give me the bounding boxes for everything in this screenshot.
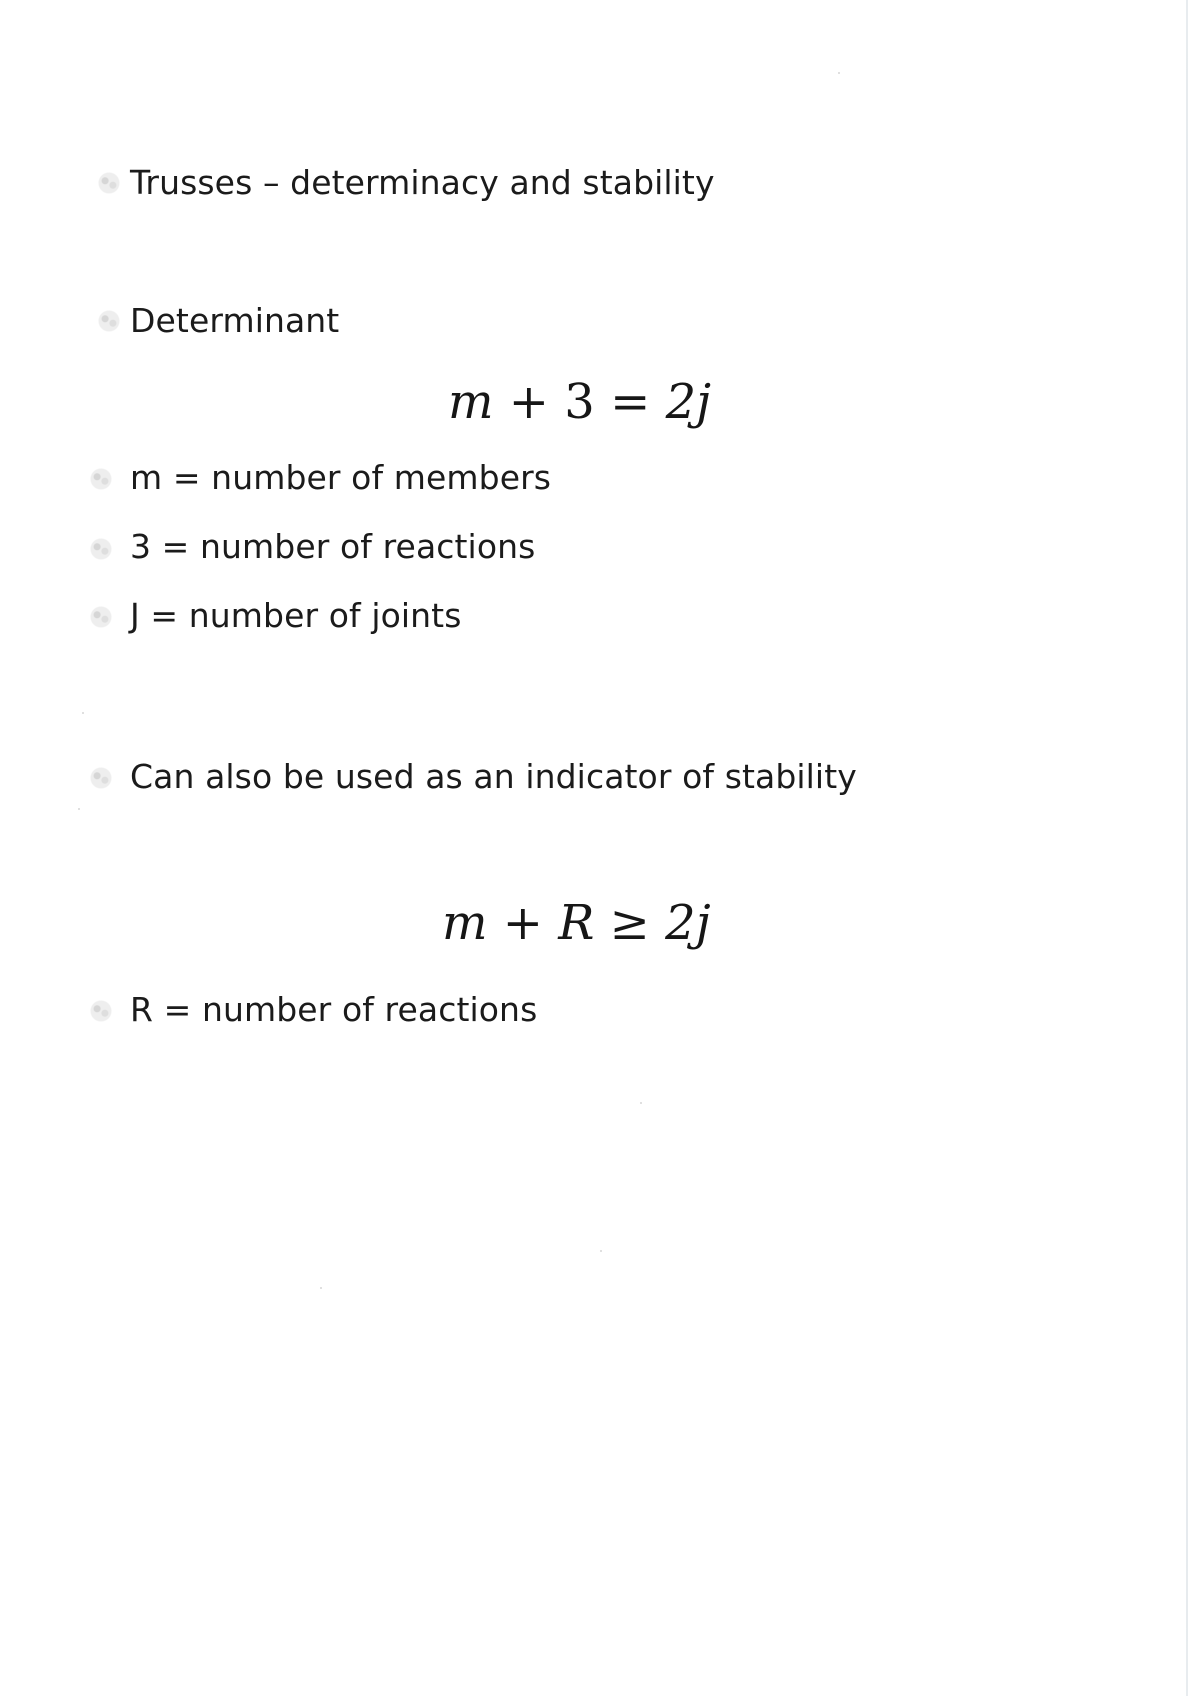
eq1-three: 3: [564, 374, 595, 430]
equation-determinant: [448, 374, 711, 430]
eq2-r: R: [558, 895, 595, 951]
definition-item: m = number of members: [130, 458, 552, 497]
bullet-icon: [88, 767, 114, 789]
bullet-icon: [88, 1000, 114, 1022]
scan-speck: [640, 1102, 642, 1104]
scan-speck: [78, 808, 80, 810]
eq1-m: m: [448, 374, 494, 430]
page-edge-shadow: [1186, 0, 1188, 1696]
eq1-equals: =: [610, 374, 651, 430]
definition-item: 3 = number of reactions: [130, 527, 536, 566]
bullet-icon: [88, 538, 114, 560]
stability-note: Can also be used as an indicator of stability: [130, 757, 857, 796]
scan-speck: [600, 1250, 602, 1252]
bullet-icon: [88, 606, 114, 628]
eq2-rhs: 2j: [665, 895, 711, 951]
eq2-geq: ≥: [609, 895, 650, 951]
page-heading: Trusses – determinacy and stability: [130, 163, 715, 202]
eq2-m: m: [442, 895, 488, 951]
bullet-icon: [96, 310, 122, 332]
bullet-icon: [96, 172, 122, 194]
scan-speck: [838, 72, 840, 74]
equation-stability: [442, 895, 711, 951]
definition-item: J = number of joints: [130, 596, 462, 635]
eq1-rhs: 2j: [665, 374, 711, 430]
section-determinant: Determinant: [130, 301, 340, 340]
eq2-plus: +: [502, 895, 543, 951]
bullet-icon: [88, 468, 114, 490]
definition-r: R = number of reactions: [130, 990, 538, 1029]
scan-speck: [82, 712, 84, 714]
eq1-plus: +: [508, 374, 549, 430]
scan-speck: [320, 1287, 322, 1289]
